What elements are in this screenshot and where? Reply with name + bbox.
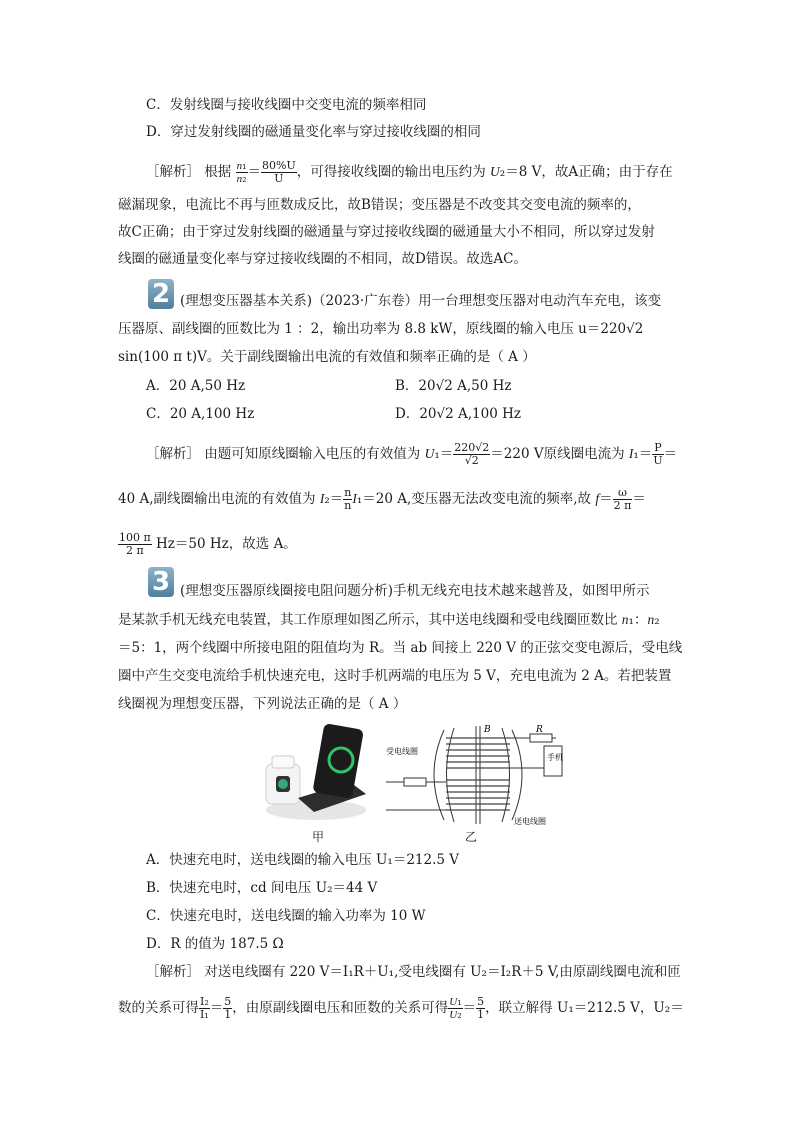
fraction: $\frac{n}{n}$ <box>344 486 352 512</box>
q2-option-d: D．20√2 A,100 Hz <box>395 406 521 422</box>
fraction: $\frac{\omega}{2 \pi}$ <box>613 486 632 512</box>
figure-label-jia: 甲 <box>312 830 325 844</box>
q3-option-d: D．R 的值为 187.5 Ω <box>146 936 284 952</box>
q3-option-c: C．快速充电时，送电线圈的输入功率为 10 W <box>146 908 426 924</box>
resistor-icon <box>530 734 552 742</box>
q2-analysis-3: $\frac{100 \pi}{2 \pi}$ Hz＝50 Hz，故选 A。 <box>119 531 297 557</box>
fraction: $\frac{\text{n₁}}{\text{n₂}}$ <box>236 159 247 185</box>
label-b: B <box>484 725 491 735</box>
resistor-icon <box>404 778 426 786</box>
q3-analysis-1: ［解析］ 对送电线圈有 220 V＝I₁R＋U₁,受电线圈有 U₂＝I₂R＋5 V,由原副线圈电流和匝 <box>146 964 681 980</box>
fraction: $\frac{80\%U}{U}$ <box>262 159 296 185</box>
q2-analysis-2: 40 A,副线圈输出电流的有效值为 I₂＝ $\frac{n}{n}$ I₁＝20 A,变压器无法改变电流的频率,故 f＝ $\frac{\omega}{2 \pi}$ ＝ <box>118 486 646 512</box>
q3-analysis-2: 数的关系可得 $\frac{\text{I₂}}{\text{I₁}}$ ＝ $\frac{5}{1}$ ，由原副线圈电压和匝数的关系可得 $\frac{\text{U₁}}{\text{U₂}}$ ＝ $\frac{5}{1}$ ，联立解得 U₁＝212.5 V，U₂＝ <box>118 995 684 1021</box>
question-number-badge: 3 <box>148 567 174 597</box>
label-send-coil: 送电线圈 <box>514 817 546 826</box>
q2-option-b: B．20√2 A,50 Hz <box>395 378 512 394</box>
circuit-diagram <box>384 724 564 828</box>
q2-stem-2: 压器原、副线圈的匝数比为 1 ：2，输出功率为 8.8 kW，原线圈的输入电压 u＝220√2 <box>118 321 644 337</box>
q3-stem-4: 圈中产生交变电流给手机快速充电，这时手机两端的电压为 5 V，充电电流为 2 A。若把装置 <box>118 668 672 684</box>
q3-stem-5: 线圈视为理想变压器，下列说法正确的是（ A ） <box>118 696 407 712</box>
fraction: $\frac{5}{1}$ <box>224 995 232 1021</box>
q2-stem-1: (理想变压器基本关系)（2023·广东卷）用一台理想变压器对电动汽车充电，该变 <box>180 293 662 309</box>
q3-option-b: B．快速充电时，cd 间电压 U₂＝44 V <box>146 880 378 896</box>
q2-option-a: A．20 A,50 Hz <box>146 378 246 394</box>
analysis-line-4: 线圈的磁通量变化率与穿过接收线圈的不相同，故D错误。故选AC。 <box>118 251 527 267</box>
q3-stem-2: 是某款手机无线充电装置，其工作原理如图乙所示，其中送电线圈和受电线圈匝数比 n₁：n₂ <box>118 612 660 628</box>
analysis-line-2: 磁漏现象，电流比不再与匝数成反比，故B错误；变压器是不改变其交变电流的频率的， <box>118 197 641 213</box>
fraction: $\frac{P}{U}$ <box>653 441 663 467</box>
fraction: $\frac{5}{1}$ <box>477 995 485 1021</box>
label-phone: 手机 <box>547 753 563 762</box>
figure-label-yi: 乙 <box>465 830 478 844</box>
q2-option-c: C．20 A,100 Hz <box>146 406 255 422</box>
label-receive-coil: 受电线圈 <box>386 747 418 756</box>
option-c: C．发射线圈与接收线圈中交变电流的频率相同 <box>146 97 427 113</box>
analysis-line-3: 故C正确；由于穿过发射线圈的磁通量与穿过接收线圈的磁通量大小不相同，所以穿过发射 <box>118 224 655 240</box>
q2-stem-3: sin(100 π t)V。关于副线圈输出电流的有效值和频率正确的是（ A ） <box>118 349 536 365</box>
option-d: D．穿过发射线圈的磁通量变化率与穿过接收线圈的相同 <box>146 124 481 140</box>
q2-analysis-1: ［解析］ 由题可知原线圈输入电压的有效值为 U₁＝ $\frac{220√2}{√2}$ ＝220 V原线圈电流为 I₁＝ $\frac{P}{U}$ ＝ <box>146 441 678 467</box>
q3-stem-3: ＝5：1，两个线圈中所接电阻的阻值均为 R。当 ab 间接上 220 V 的正弦交变电源后，受电线 <box>118 640 683 656</box>
charger-photo <box>258 722 378 827</box>
q3-stem-1: (理想变压器原线圈接电阻问题分析)手机无线充电技术越来越普及，如图甲所示 <box>180 583 650 599</box>
q3-option-a: A．快速充电时，送电线圈的输入电压 U₁＝212.5 V <box>146 852 460 868</box>
fraction: $\frac{\text{I₂}}{\text{I₁}}$ <box>200 995 209 1021</box>
fraction: $\frac{100 \pi}{2 \pi}$ <box>119 531 151 557</box>
fraction: $\frac{220√2}{√2}$ <box>454 441 490 467</box>
analysis-line-1: ［解析］ 根据 $\frac{\text{n₁}}{\text{n₂}}$ ＝ $\frac{80\%U}{U}$ ，可得接收线圈的输出电压约为 U₂＝8 V，故A正确；由于存在 <box>146 159 673 185</box>
label-r: R <box>536 725 543 735</box>
fraction: $\frac{\text{U₁}}{\text{U₂}}$ <box>449 995 462 1021</box>
question-number-badge: 2 <box>148 279 174 309</box>
